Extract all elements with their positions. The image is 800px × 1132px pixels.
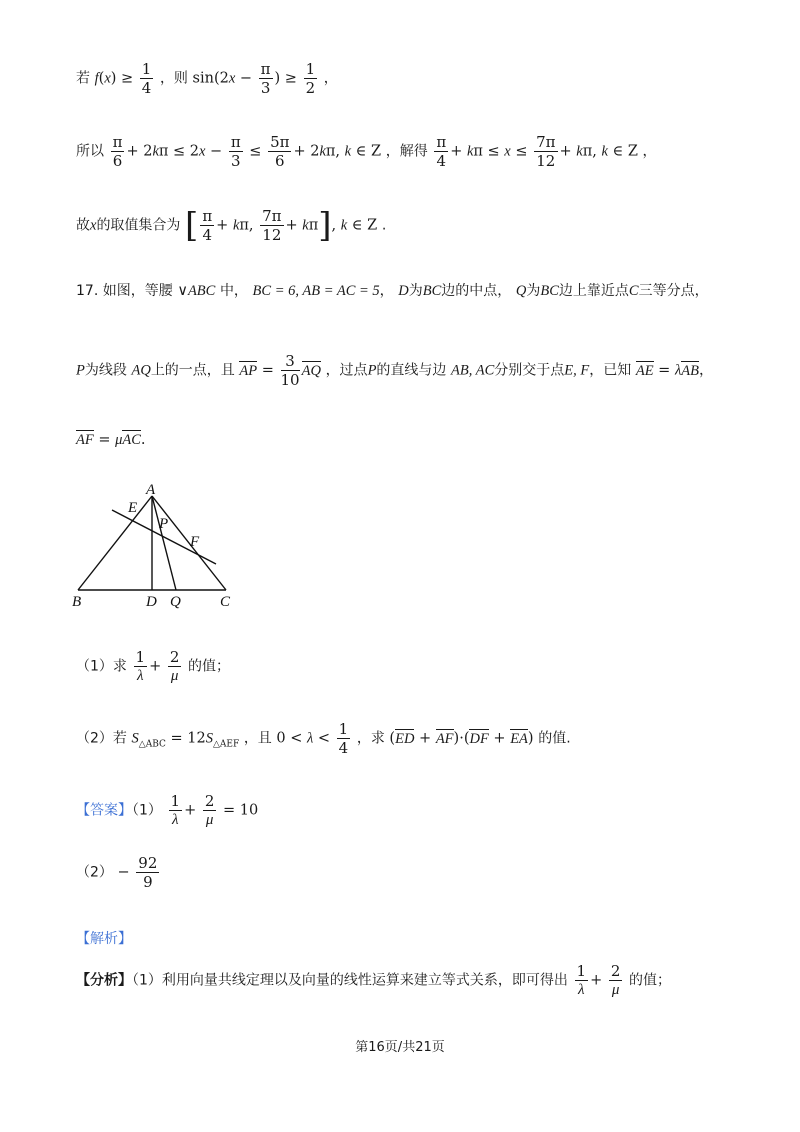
text: 上的一点，且	[150, 362, 235, 379]
fenxi-line: 【分析】（1）利用向量共线定理以及向量的线性运算来建立等式关系，即可得出 $\frac{1}{\lambda}$ + $\frac{2}{\mu}$ 的值；	[76, 962, 671, 998]
answer-tag: 【答案】	[76, 802, 132, 819]
label-e: E	[128, 500, 138, 516]
point-c: C	[628, 283, 639, 299]
point-q: Q	[515, 283, 527, 299]
segment-aq: AQ	[131, 362, 151, 379]
answer-line-2: （2） − $\frac{92}{9}$	[76, 854, 158, 891]
text: 的值.	[538, 730, 571, 747]
text: 的取值集合为	[96, 217, 181, 234]
point-p: P	[76, 362, 85, 379]
text: （2）	[76, 864, 113, 881]
text: 若	[76, 70, 90, 87]
text: 的值；	[188, 658, 230, 675]
segment-bc: BC	[422, 283, 442, 299]
page-footer: 第16页/共21页	[355, 1040, 445, 1055]
text: 为	[526, 283, 541, 299]
text: 为线段	[84, 362, 127, 379]
text: （1）求	[76, 658, 127, 675]
label-b: B	[72, 594, 82, 610]
label-f: F	[190, 534, 200, 550]
text: ，	[379, 283, 394, 299]
answer-value-2-num: 92	[138, 854, 158, 872]
label-a: A	[146, 482, 156, 498]
problem-17-line-2: P为线段 AQ上的一点，且 AP = $\frac{3}{10}$ AQ ，过点P的直线与边 AB, AC分别交于点E, F，已知 AE = λAB，	[76, 352, 714, 389]
text: 三等分点，	[638, 283, 709, 299]
point-d: D	[398, 283, 409, 299]
text: ，则	[159, 70, 188, 87]
text: 中，	[219, 283, 248, 299]
problem-number: 17. 如图，等腰	[76, 283, 173, 299]
label-c: C	[220, 594, 231, 610]
text: 故	[76, 217, 90, 234]
text: 边上靠近点	[558, 283, 629, 299]
text: 的直线与边	[376, 362, 447, 379]
text: ，已知	[589, 362, 632, 379]
text: （1）	[132, 802, 162, 819]
points-ef: E, F	[564, 362, 590, 379]
segment-aq	[152, 496, 176, 590]
triangle-figure	[66, 476, 246, 611]
text: 的值；	[628, 972, 671, 989]
point-p: P	[367, 362, 377, 379]
text: ，解得	[385, 143, 428, 160]
line-3: 故x的取值集合为 [ $\frac{\pi}{4}$ + kπ, $\frac{7\pi}{12}$ + kπ], k ∈ Z .	[76, 205, 387, 246]
line-2: 所以 $\frac{\pi}{6}$ + 2kπ ≤ 2x − $\frac{\pi}{3}$ ≤ $\frac{5\pi}{6}$ + 2kπ, k ∈ Z ，解得 $\frac{\pi}{4}$ + kπ ≤ x ≤ $\frac{7\pi}{12}$ + kπ, k ∈ Z ，	[76, 133, 657, 170]
text: （1）利用向量共线定理以及向量的线性运算来建立等式关系，即可得出	[132, 972, 568, 989]
label-p: P	[159, 516, 169, 532]
text: ，过点	[325, 362, 368, 379]
text: 所以	[76, 143, 104, 160]
text: .	[381, 217, 387, 234]
answer-line-1: 【答案】（1） $\frac{1}{\lambda}$ + $\frac{2}{\mu}$ = 10	[76, 792, 259, 828]
label-d: D	[146, 594, 157, 610]
text: 边的中点，	[441, 283, 512, 299]
text: 分别交于点	[494, 362, 565, 379]
text: （2）若	[76, 730, 127, 747]
edge-ac	[152, 496, 226, 590]
text: 为	[408, 283, 423, 299]
var-x: x	[90, 217, 97, 234]
problem-17-line-1	[76, 280, 709, 300]
text: ，	[323, 70, 338, 87]
triangle: ∨ABC	[177, 283, 216, 299]
problem-17-line-3: AF = μAC.	[76, 432, 146, 448]
analysis-tag: 【解析】	[76, 931, 132, 947]
condition: BC = 6, AB = AC = 5	[252, 283, 380, 299]
label-q: Q	[170, 594, 181, 610]
fenxi-tag: 【分析】	[76, 972, 132, 989]
text: ，	[642, 143, 657, 160]
answer-value-2-den: 9	[143, 873, 153, 891]
edge-ab	[78, 496, 152, 590]
analysis-tag-line	[76, 928, 132, 948]
line-1: 若 f(x) ≥ $\frac{1}{4}$ ，则 sin(2x − $\frac{\pi}{3}$ ) ≥ $\frac{1}{2}$ ，	[76, 60, 338, 97]
segment-bc: BC	[540, 283, 559, 299]
sub-question-1: （1）求 $\frac{1}{\lambda}$ + $\frac{2}{\mu}$ 的值；	[76, 648, 230, 684]
text: .	[140, 432, 146, 448]
text: ，求	[356, 730, 385, 747]
sub-question-2: （2）若 $S_{\triangle ABC} = 12S_{\triangle AEF}$ ，且 0 < λ < $\frac{1}{4}$ ，求 (ED + AF)·(DF + EA) 的值.	[76, 720, 571, 757]
segments: AB, AC	[451, 362, 495, 379]
text: ，且	[243, 730, 272, 747]
answer-value-1: = 10	[223, 802, 259, 819]
